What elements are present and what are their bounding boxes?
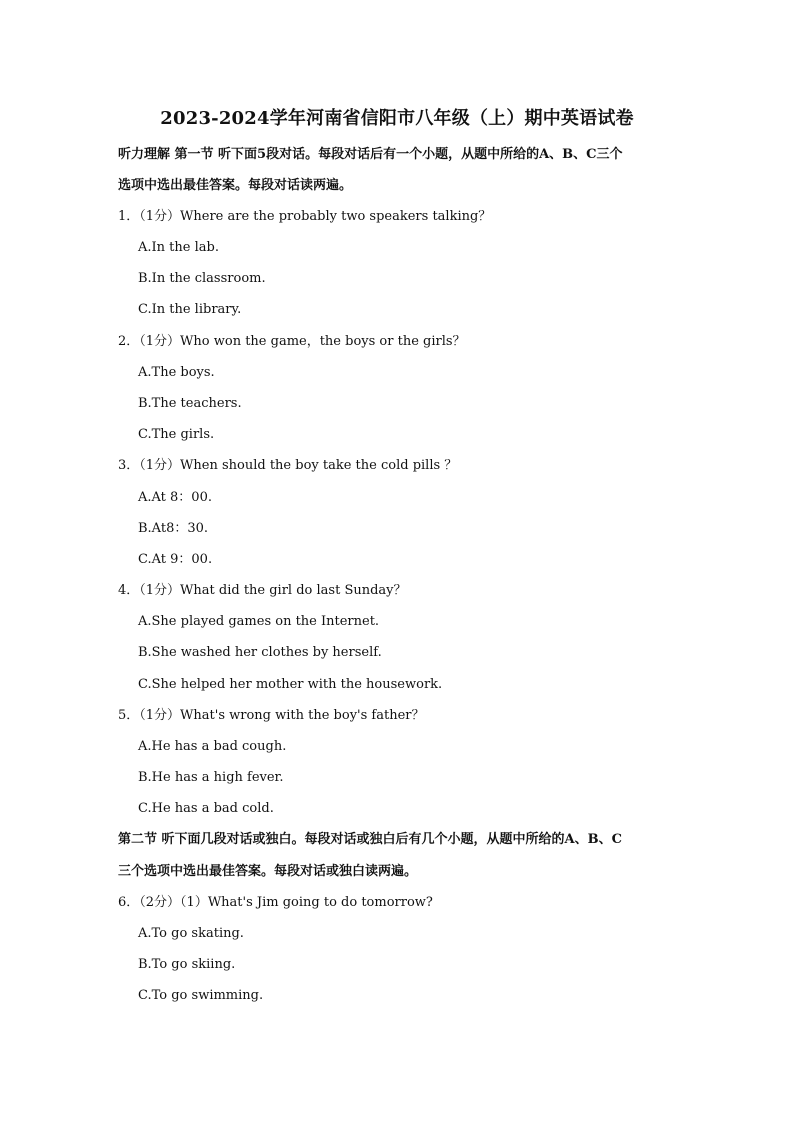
question-4-stem: 4．（1分）What did the girl do last Sunday？ (118, 583, 407, 598)
question-2-option-a: A.The boys. (138, 365, 215, 380)
question-1-option-b: B.In the classroom. (138, 271, 266, 286)
question-3-stem: 3．（1分）When should the boy take the cold pills ？ (118, 458, 458, 473)
question-3-option-a: A.At 8：00. (138, 490, 212, 505)
question-2-option-b: B.The teachers. (138, 396, 242, 411)
question-3-option-c: C.At 9：00. (138, 552, 213, 567)
question-5-option-a: A.He has a bad cough. (138, 739, 287, 754)
question-6-option-c: C.To go swimming. (138, 988, 264, 1003)
question-1-stem: 1．（1分）Where are the probably two speakers talking？ (118, 209, 492, 224)
section1-instruction-line1: 听力理解 第一节 听下面5段对话。每段对话后有一个小题，从题中所给的A、B、C三个 (118, 147, 623, 162)
page-title: 2023-2024学年河南省信阳市八年级（上）期中英语试卷 (160, 108, 634, 129)
question-4-option-c: C.She helped her mother with the housework. (138, 677, 443, 692)
question-1-option-a: A.In the lab. (138, 240, 219, 255)
question-5-option-c: C.He has a bad cold. (138, 801, 274, 816)
question-2-option-c: C.The girls. (138, 427, 215, 442)
question-5-option-b: B.He has a high fever. (138, 770, 284, 785)
question-6-option-b: B.To go skiing. (138, 957, 236, 972)
question-3-option-b: B.At8：30. (138, 521, 209, 536)
section2-instruction-line2: 三个选项中选出最佳答案。每段对话或独白读两遍。 (118, 864, 418, 879)
question-4-option-b: B.She washed her clothes by herself. (138, 645, 382, 660)
section1-instruction-line2: 选项中选出最佳答案。每段对话读两遍。 (118, 178, 353, 193)
section2-instruction-line1: 第二节 听下面几段对话或独白。每段对话或独白后有几个小题，从题中所给的A、B、C (118, 832, 622, 847)
question-2-stem: 2．（1分）Who won the game，the boys or the girls？ (118, 334, 466, 349)
question-6-option-a: A.To go skating. (138, 926, 244, 941)
question-1-option-c: C.In the library. (138, 302, 242, 317)
question-5-stem: 5．（1分）What's wrong with the boy's father？ (118, 708, 425, 723)
question-4-option-a: A.She played games on the Internet. (138, 614, 380, 629)
question-6-stem: 6．（2分）（1）What's Jim going to do tomorrow? (118, 895, 433, 910)
